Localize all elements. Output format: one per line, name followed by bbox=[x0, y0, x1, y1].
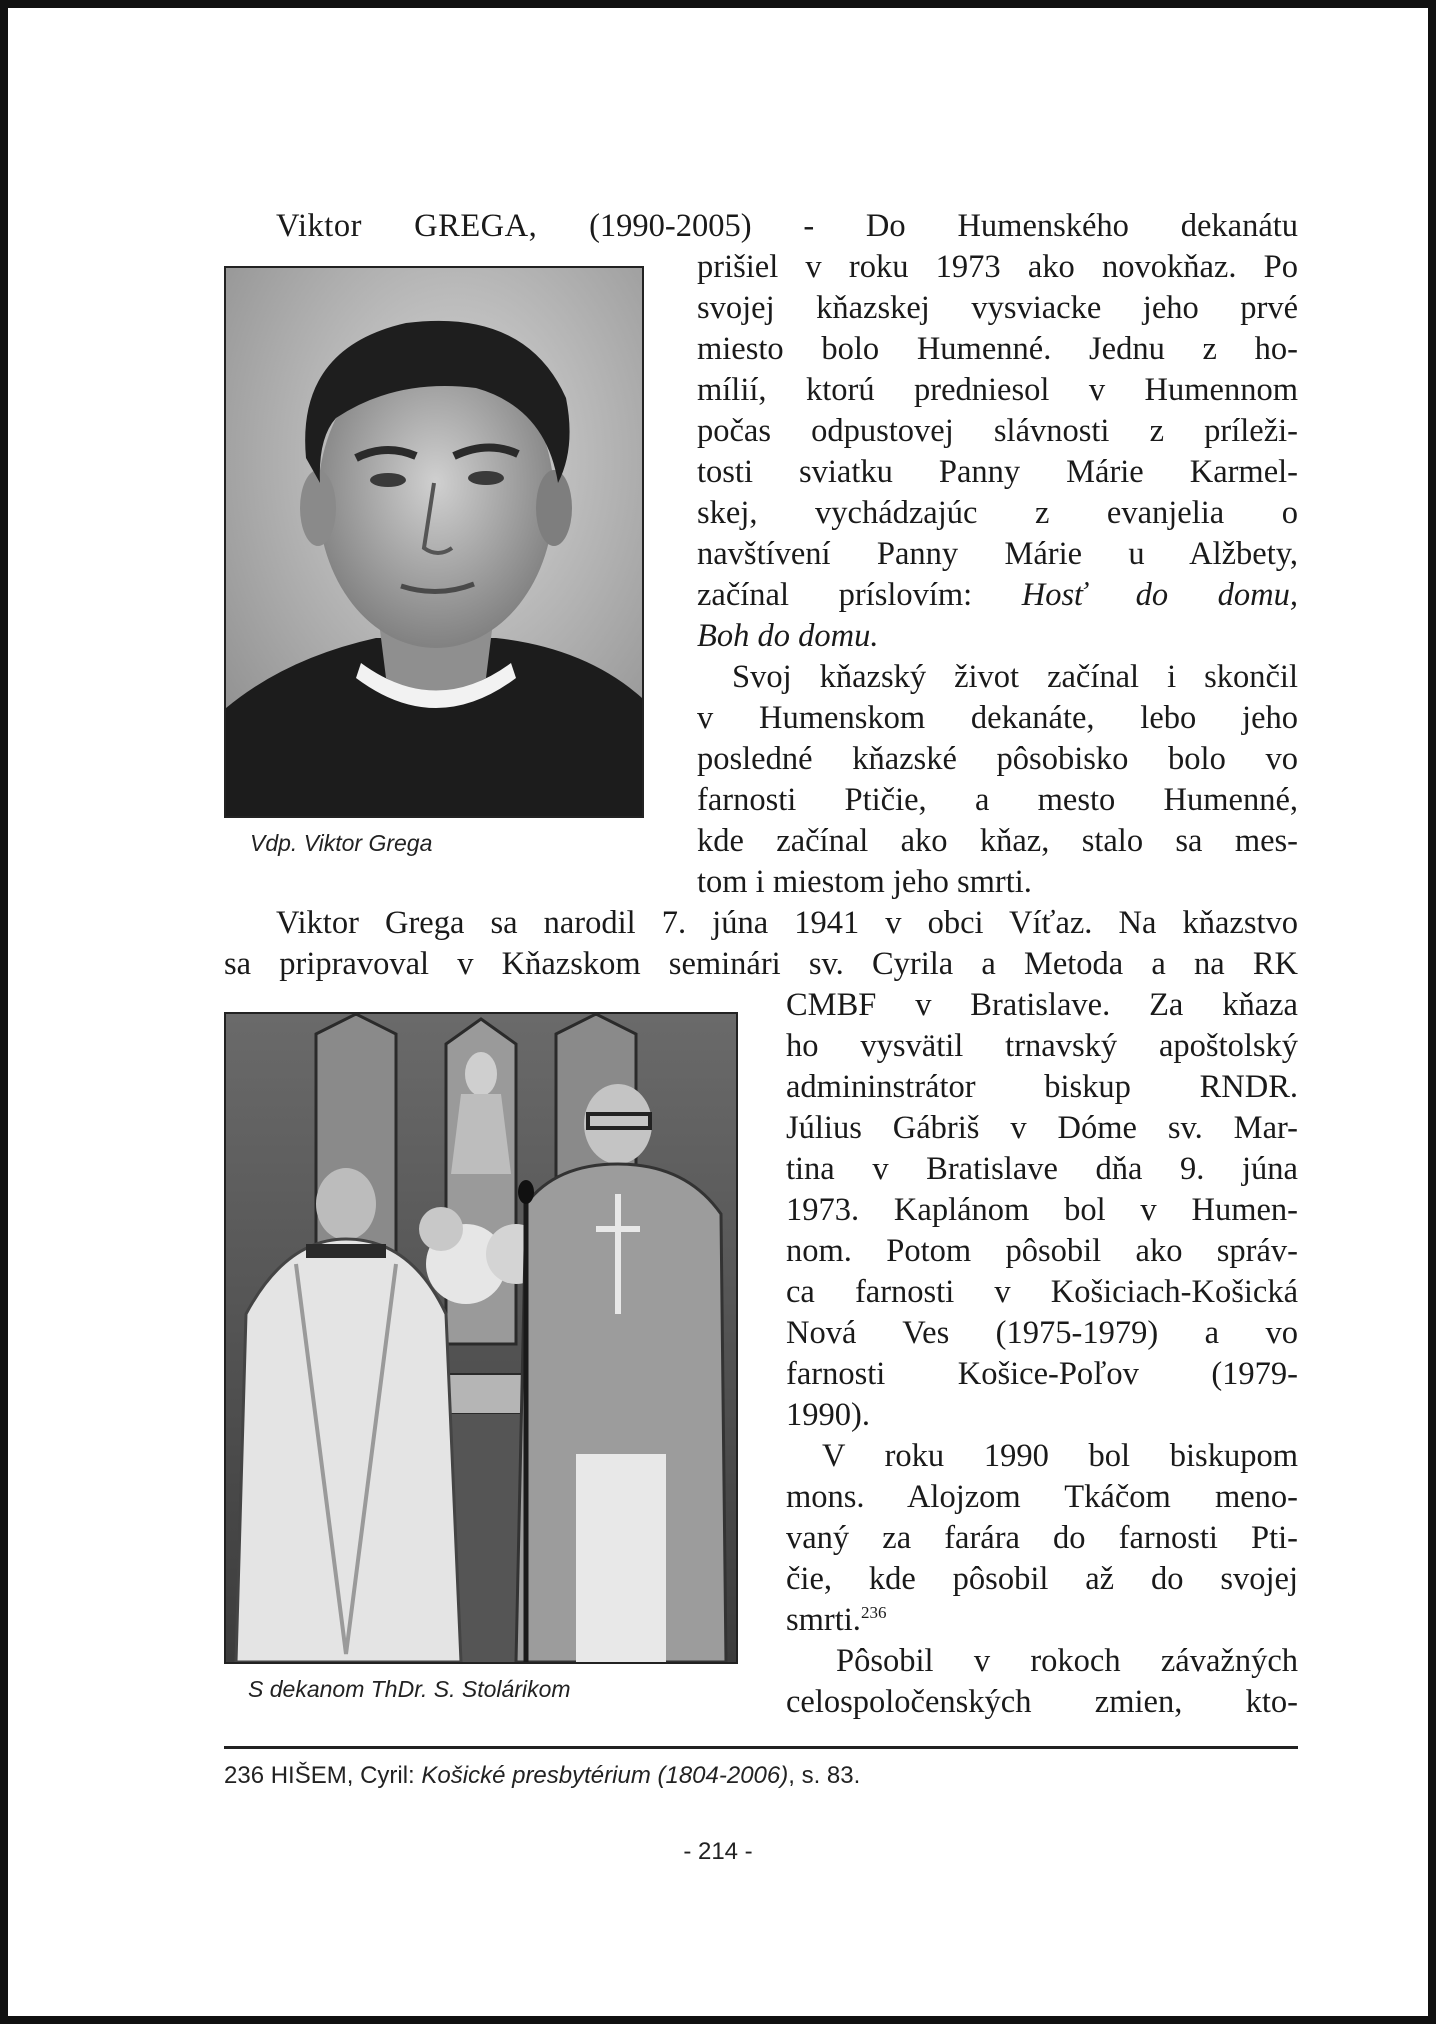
text-line: celospoločenských zmien, kto- bbox=[786, 1684, 1298, 1720]
heading-name: Viktor GREGA, bbox=[276, 208, 538, 244]
footnote-reference: 236 bbox=[860, 1603, 887, 1623]
text-line bbox=[786, 1600, 1298, 1641]
text-line: Svoj kňazský život začínal i skončil bbox=[732, 659, 1298, 695]
text-line: tina v Bratislave dňa 9. júna bbox=[786, 1151, 1298, 1187]
text-line: tom i miestom jeho smrti. bbox=[697, 864, 1032, 900]
page-number: - 214 - bbox=[683, 1838, 753, 1865]
quote-part: Hosť do domu, bbox=[1021, 577, 1298, 613]
text-line: Nová Ves (1975-1979) a vo bbox=[786, 1315, 1298, 1351]
portrait-photo bbox=[224, 266, 644, 818]
text-line: nom. Potom pôsobil ako správ- bbox=[786, 1233, 1298, 1269]
text-line: čie, kde pôsobil až do svojej bbox=[786, 1561, 1298, 1597]
text-line: prišiel v roku 1973 ako novokňaz. Po bbox=[697, 249, 1298, 285]
text-line: Viktor Grega sa narodil 7. júna 1941 v obci Víťaz. Na kňazstvo bbox=[276, 905, 1298, 941]
text-line: 1973. Kaplánom bol v Humen- bbox=[786, 1192, 1298, 1228]
altar-photo bbox=[224, 1012, 738, 1664]
altar-caption: S dekanom ThDr. S. Stolárikom bbox=[248, 1676, 571, 1702]
text-line: kde začínal ako kňaz, stalo sa mes- bbox=[697, 823, 1298, 859]
footnote-pages: , s. 83. bbox=[788, 1762, 861, 1789]
footnote-author: HIŠEM, Cyril: bbox=[270, 1762, 422, 1789]
text-line: Pôsobil v rokoch závažných bbox=[836, 1643, 1298, 1679]
text-line: svojej kňazskej vysviacke jeho prvé bbox=[697, 290, 1298, 326]
text-line: vaný za farára do farnosti Pti- bbox=[786, 1520, 1298, 1556]
footnote-divider bbox=[224, 1746, 1298, 1749]
text-line: Július Gábriš v Dóme sv. Mar- bbox=[786, 1110, 1298, 1146]
text-line: skej, vychádzajúc z evanjelia o bbox=[697, 495, 1298, 531]
text-line: CMBF v Bratislave. Za kňaza bbox=[786, 987, 1298, 1023]
text-line: miesto bolo Humenné. Jednu z ho- bbox=[697, 331, 1298, 367]
text-line: posledné kňazské pôsobisko bolo vo bbox=[697, 741, 1298, 777]
footnote-number: 236 bbox=[224, 1762, 265, 1789]
heading-years: (1990-2005) bbox=[589, 208, 752, 244]
footnote bbox=[224, 1762, 860, 1790]
text-line: ho vysvätil trnavský apoštolský bbox=[786, 1028, 1298, 1064]
altar-image bbox=[226, 1014, 736, 1662]
quote-part: Boh do domu. bbox=[697, 618, 879, 654]
text-line: navštívení Panny Márie u Alžbety, bbox=[697, 536, 1298, 572]
text-segment: začínal príslovím: bbox=[697, 577, 1022, 613]
text-line: 1990). bbox=[786, 1397, 870, 1433]
heading-lead: - Do Humenského dekanátu bbox=[803, 208, 1299, 244]
text-line: admininstrátor biskup RNDR. bbox=[786, 1069, 1298, 1105]
text-line bbox=[697, 616, 1298, 657]
text-line: ca farnosti v Košiciach-Košická bbox=[786, 1274, 1298, 1310]
text-line: mons. Alojzom Tkáčom meno- bbox=[786, 1479, 1298, 1515]
text-line: tosti sviatku Panny Márie Karmel- bbox=[697, 454, 1298, 490]
text-line: počas odpustovej slávnosti z príleži- bbox=[697, 413, 1298, 449]
text-segment: smrti. bbox=[786, 1602, 861, 1638]
text-line: V roku 1990 bol biskupom bbox=[822, 1438, 1298, 1474]
text-line: farnosti Košice-Poľov (1979- bbox=[786, 1356, 1298, 1392]
portrait-image bbox=[226, 268, 642, 816]
text-line: sa pripravoval v Kňazskom seminári sv. Cyrila a Metoda a na RK bbox=[224, 946, 1298, 982]
text-line: v Humenskom dekanáte, lebo jeho bbox=[697, 700, 1298, 736]
portrait-caption: Vdp. Viktor Grega bbox=[250, 830, 433, 856]
text-line bbox=[697, 575, 1298, 616]
footnote-title: Košické presbytérium (1804-2006) bbox=[421, 1762, 789, 1789]
text-line: farnosti Ptičie, a mesto Humenné, bbox=[697, 782, 1298, 818]
heading-line bbox=[276, 206, 1298, 247]
text-line: mílií, ktorú predniesol v Humennom bbox=[697, 372, 1298, 408]
